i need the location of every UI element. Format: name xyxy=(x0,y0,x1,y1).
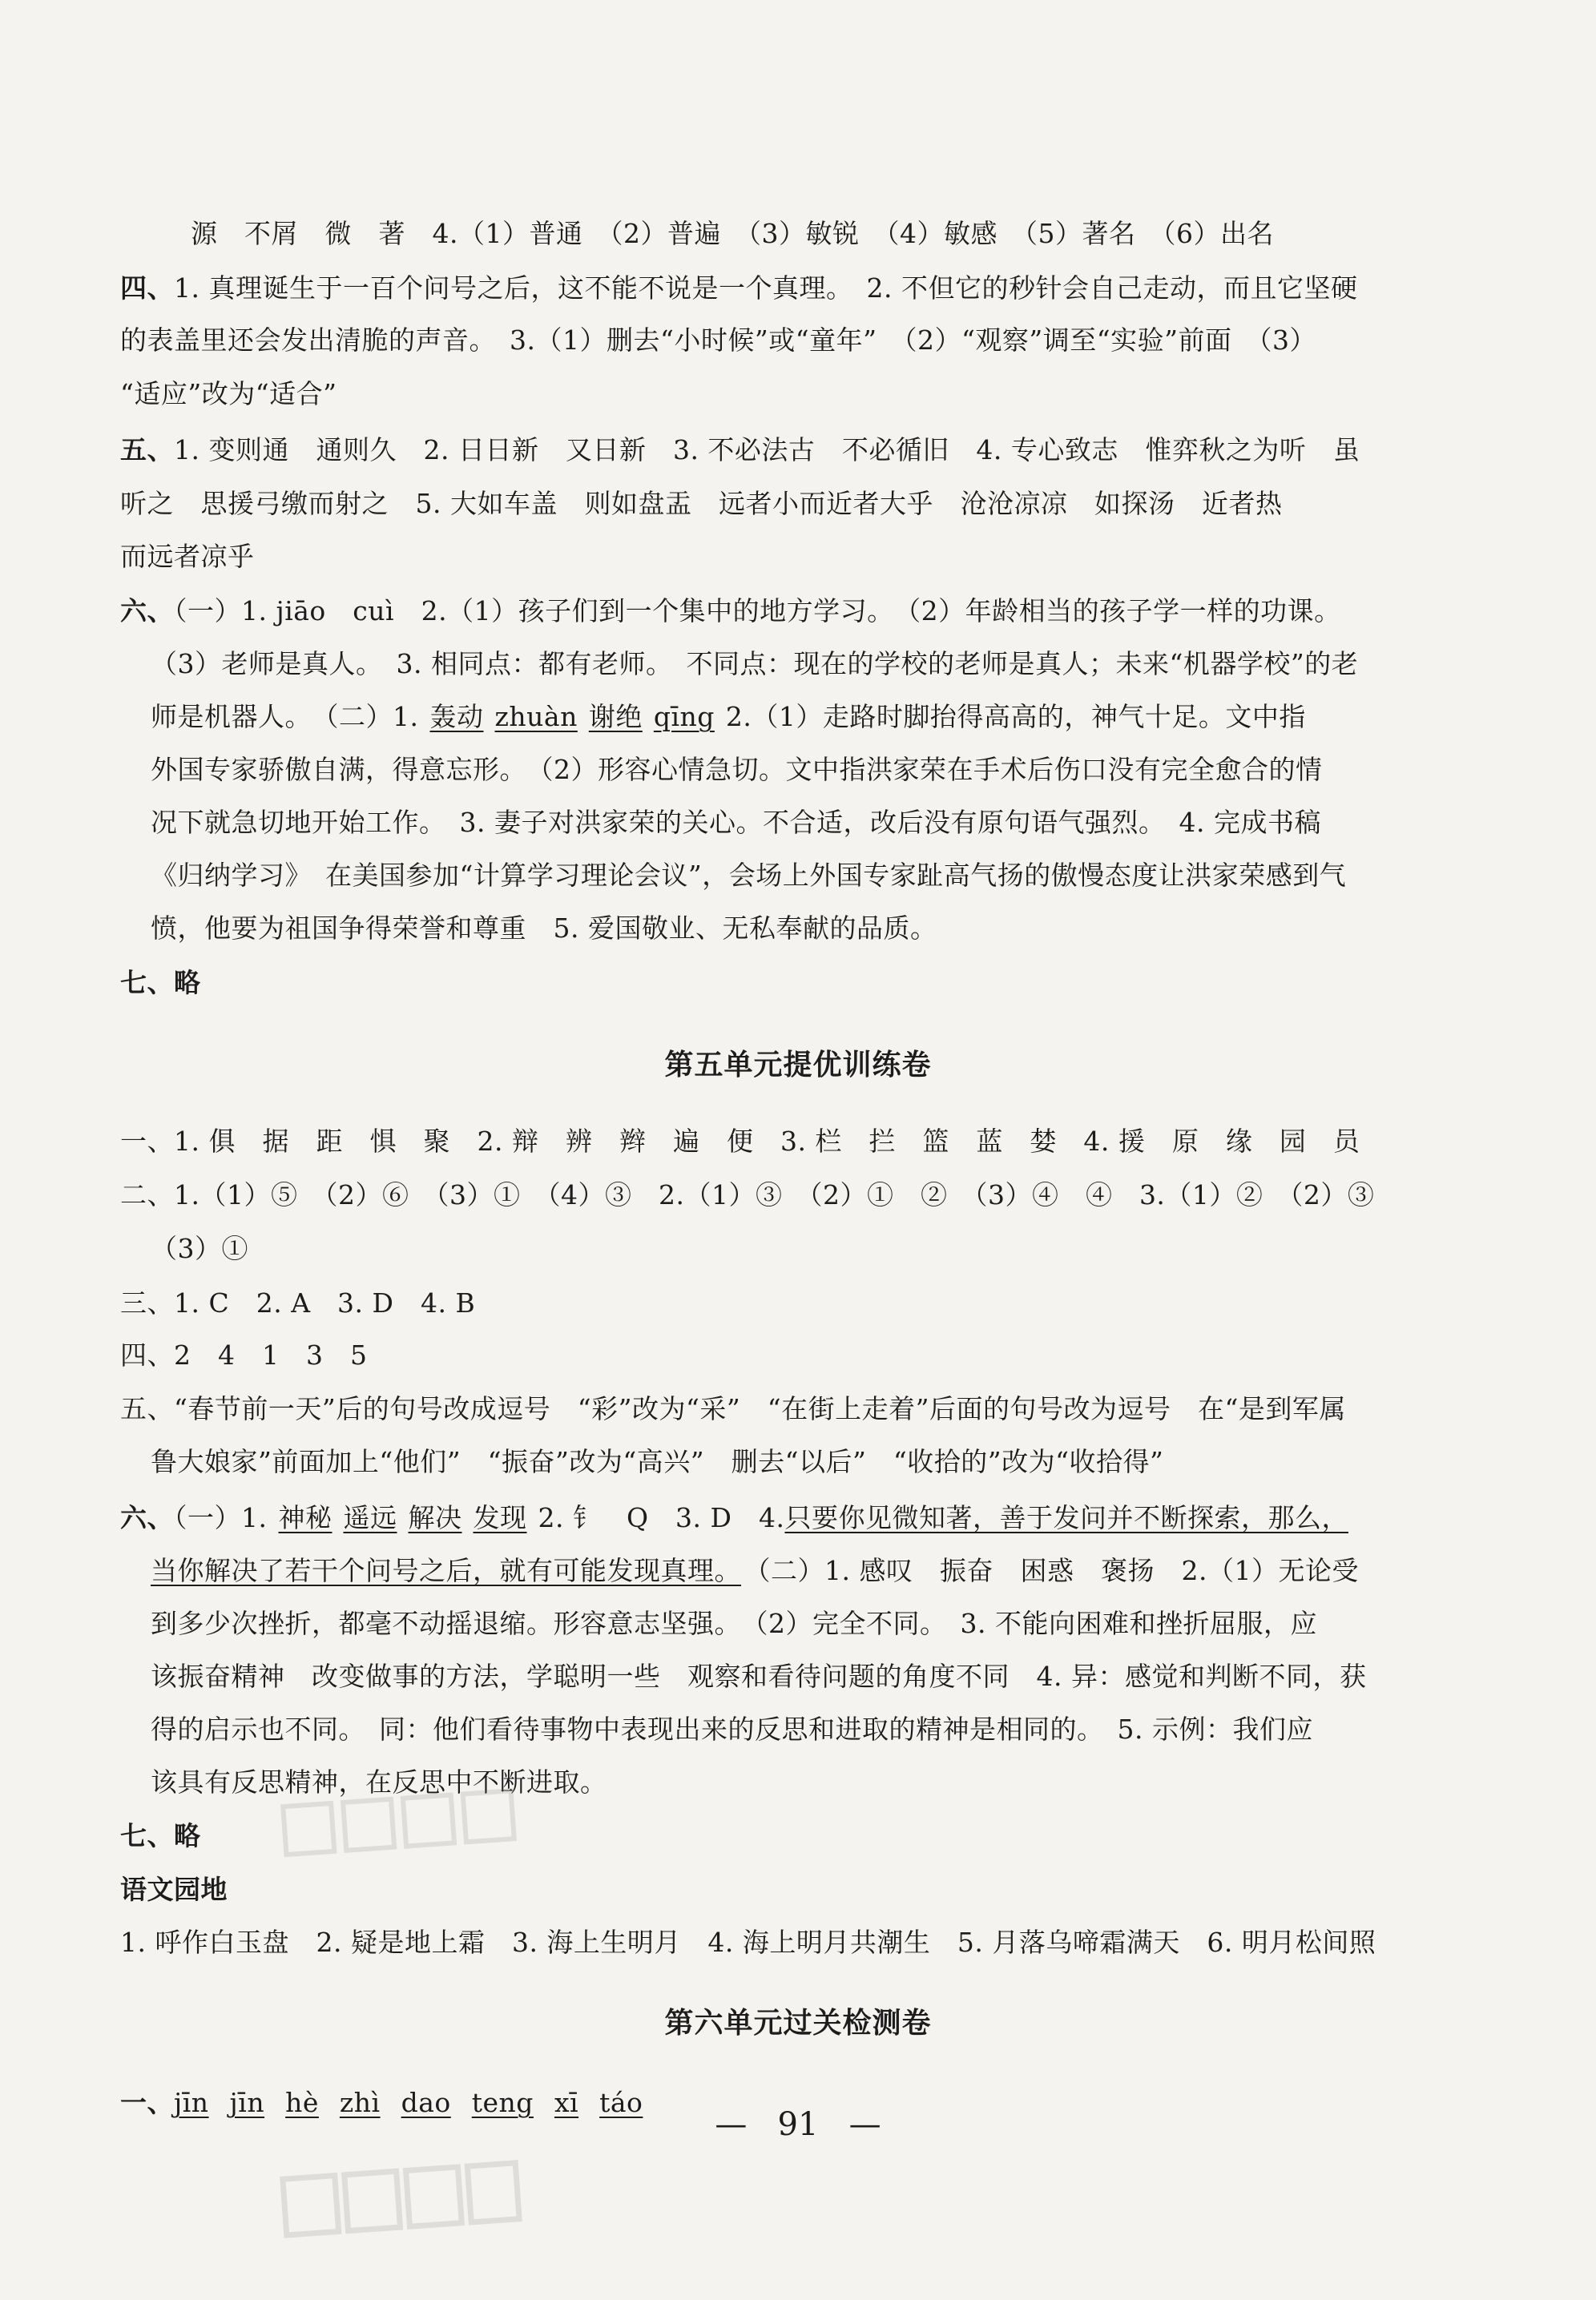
text-line: 鲁大娘家”前面加上“他们” “振奋”改为“高兴” 删去“以后” “收拾的”改为“收拾得” xyxy=(151,1446,1164,1477)
text-line: “适应”改为“适合” xyxy=(120,378,337,409)
pinyin-answer: hè xyxy=(285,2087,319,2118)
pinyin-answer: teng xyxy=(471,2087,534,2118)
watermark xyxy=(278,2155,523,2244)
section-number: 四、 xyxy=(120,272,174,304)
pinyin-answer: jīn xyxy=(174,2087,209,2118)
text-line: 三、1. C 2. A 3. D 4. B xyxy=(120,1287,476,1319)
text-line: 而远者凉乎 xyxy=(120,541,255,572)
text-line: 外国专家骄傲自满，得意忘形。 （2）形容心情急切。文中指洪家荣在手术后伤口没有完全愈合的情 xyxy=(151,754,1323,785)
text-line: （3）老师是真人。 3. 相同点：都有老师。 不同点：现在的学校的老师是真人；未来“机器学校”的老 xyxy=(151,648,1359,679)
underlined-answer: 只要你见微知著，善于发问并不断探索，那么， xyxy=(784,1502,1348,1533)
section-text: （一）1. jiāo cuì 2.（1）孩子们到一个集中的地方学习。 （2）年龄相当的孩子学一样的功课。 xyxy=(174,595,1341,626)
underlined-answer: 解决 xyxy=(408,1502,462,1533)
text-line: 一、1. 俱 据 距 惧 聚 2. 辩 辨 辫 遍 便 3. 栏 拦 篮 蓝 婪 4. 援 原 缘 园 员 xyxy=(120,1126,1360,1157)
text-line: 二、1.（1）⑤ （2）⑥ （3）① （4）③ 2.（1）③ （2）① ② （3）④ ④ 3.（1）② （2）③ xyxy=(120,1179,1375,1210)
text-line: 况下就急切地开始工作。 3. 妻子对洪家荣的关心。不合适，改后没有原句语气强烈。 4. 完成书稿 xyxy=(151,807,1321,838)
text-line: 该振奋精神 改变做事的方法，学聪明一些 观察和看待问题的角度不同 4. 异：感觉和判断不同，获 xyxy=(151,1661,1367,1692)
underlined-answer: 当你解决了若干个问号之后，就有可能发现真理。 xyxy=(151,1555,741,1586)
pinyin-answer: zhì xyxy=(339,2087,381,2118)
section-title: 第六单元过关检测卷 xyxy=(664,2006,932,2040)
underlined-answer: 谢绝 xyxy=(588,701,643,732)
underlined-answer: 神秘 xyxy=(278,1502,332,1533)
pinyin-answer: táo xyxy=(599,2087,643,2118)
underlined-answer: 遥远 xyxy=(343,1502,397,1533)
section-number: 六、 xyxy=(120,1502,174,1533)
section-7: 七、略 xyxy=(120,967,201,998)
section-number: 五、 xyxy=(120,434,174,465)
text-line: 得的启示也不同。 同：他们看待事物中表现出来的反思和进取的精神是相同的。 5. 示例：我们应 xyxy=(151,1714,1313,1745)
text-line: 到多少次挫折，都毫不动摇退缩。形容意志坚强。 （2）完全不同。 3. 不能向困难和挫折屈服，应 xyxy=(151,1608,1317,1639)
text-line: 当你解决了若干个问号之后，就有可能发现真理。 （二）1. 感叹 振奋 困惑 褒扬 2.（1）无论受 xyxy=(151,1555,1359,1586)
text-line: 听之 思援弓缴而射之 5. 大如车盖 则如盘盂 远者小而近者大乎 沧沧凉凉 如探汤 近者热 xyxy=(120,488,1283,519)
text-line: 五、“春节前一天”后的句号改成逗号 “彩”改为“采” “在街上走着”后面的句号改为逗号 在“是到军属 xyxy=(120,1393,1346,1424)
underlined-answer: qīng xyxy=(653,701,715,732)
text-line: 《归纳学习》 在美国参加“计算学习理论会议”，会场上外国专家趾高气扬的傲慢态度让洪家荣感到气 xyxy=(151,860,1347,891)
page-number: — 91 — xyxy=(715,2106,881,2143)
section-heading: 语文园地 xyxy=(120,1874,228,1905)
text-line: （3）① xyxy=(151,1233,248,1264)
section-4 xyxy=(120,271,1357,306)
section-6: 六、（一）1. 神秘 遥远 解决 发现 2. 钅 Q 3. D 4.只要你见微知著，善于发问并不断探索，那么， xyxy=(120,1502,1348,1533)
underlined-answer: 发现 xyxy=(473,1502,527,1533)
text-line: 该具有反思精神，在反思中不断进取。 xyxy=(151,1766,607,1798)
pinyin-answer: xī xyxy=(554,2087,579,2118)
text-line: 1. 呼作白玉盘 2. 疑是地上霜 3. 海上生明月 4. 海上明月共潮生 5. 月落乌啼霜满天 6. 明月松间照 xyxy=(120,1927,1376,1958)
section-number: 六、 xyxy=(120,595,174,626)
pinyin-answer: dao xyxy=(401,2087,451,2118)
text-line: 源 不屑 微 著 4.（1）普通 （2）普遍 （3）敏锐 （4）敏感 （5）著名 （6）出名 xyxy=(191,218,1274,249)
pinyin-answer: jīn xyxy=(229,2087,265,2118)
text-line: 的表盖里还会发出清脆的声音。 3.（1）删去“小时候”或“童年” （2）“观察”调至“实验”前面 （3） xyxy=(120,324,1316,356)
section-7: 七、略 xyxy=(120,1820,201,1851)
text-line: 师是机器人。 （二）1. 轰动 zhuàn 谢绝 qīng 2.（1）走路时脚抬得高高的，神气十足。文中指 xyxy=(151,701,1306,732)
text-line: 四、2 4 1 3 5 xyxy=(120,1339,368,1371)
section-text: 1. 真理诞生于一百个问号之后，这不能不说是一个真理。 2. 不但它的秒针会自己走动，而且它坚硬 xyxy=(174,272,1358,304)
text-line: 愤，他要为祖国争得荣誉和尊重 5. 爱国敬业、无私奉献的品质。 xyxy=(151,912,937,944)
underlined-answer: zhuàn xyxy=(494,701,578,732)
section-title: 第五单元提优训练卷 xyxy=(664,1048,932,1082)
section-6 xyxy=(120,594,1341,629)
section-5 xyxy=(120,433,1360,468)
section-text: 1. 变则通 通则久 2. 日日新 又日新 3. 不必法古 不必循旧 4. 专心致志 惟弈秋之为听 虽 xyxy=(174,434,1360,465)
underlined-answer: 轰动 xyxy=(429,701,484,732)
watermark-graphic xyxy=(278,2155,523,2244)
section-number: 一、 xyxy=(120,2087,174,2118)
